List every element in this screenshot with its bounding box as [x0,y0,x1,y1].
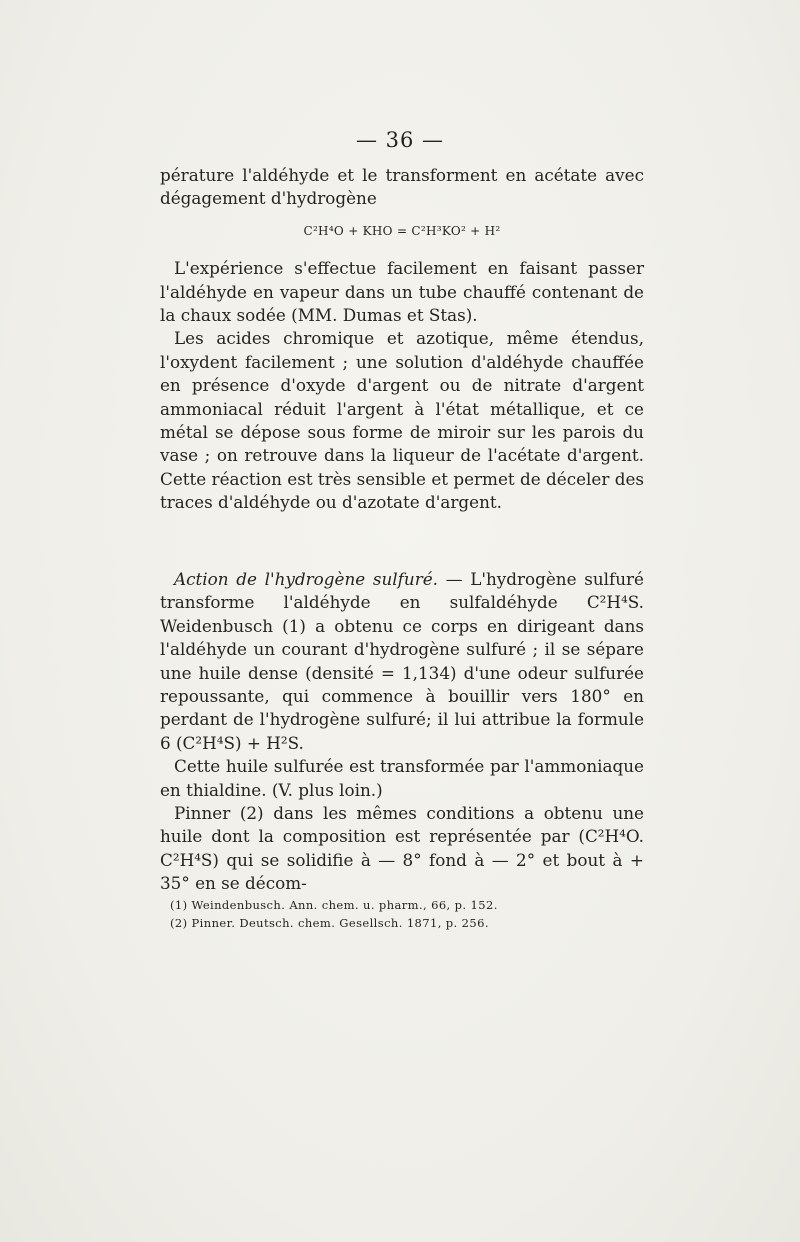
paragraph-experience: L'expérience s'effectue facilement en faisant passer l'aldéhyde en vapeur dans un tube chauffé contenant de la chaux sodée (MM. Dumas et Stas). [160,258,644,326]
intro-line-1: pérature l'aldéhyde et le transforment en acétate avec [160,165,644,185]
section-heading: Action de l'hydrogène sulfuré. [174,569,438,589]
footnote-1: (1) Weindenbusch. Ann. chem. u. pharm., 66, p. 152. [170,898,498,912]
intro-line-2: dégagement d'hydrogène [160,188,377,209]
paragraph-acides: Les acides chromique et azotique, même étendus, l'oxydent facilement ; une solution d'aldéhyde chauffée en présence d'oxyde d'argent ou de nitrate d'argent ammoniacal réduit l'argent à l'état métallique, et ce métal se dépose sous forme de miroir sur les parois du vase ; on retrouve dans la liqueur de l'acétate d'argent. Cette réaction est très sensible et permet de déceler des traces d'aldéhyde ou d'azotate d'argent. [160,328,644,513]
footnote-2: (2) Pinner. Deutsch. chem. Gesellsch. 1871, p. 256. [170,916,489,930]
footnotes [170,896,630,932]
upper-text-block [160,164,644,515]
chemical-formula: C²H⁴O + KHO = C²H³KO² + H² [303,223,501,238]
paragraph-h2s [160,568,644,755]
lower-text-block [160,568,644,896]
paragraph-huile: Cette huile sulfurée est transformée par l'ammoniaque en thialdine. (V. plus loin.) [160,756,644,800]
paragraph-h2s-body: — L'hydrogène sulfuré transforme l'aldéhyde en sulfaldéhyde C²H⁴S. Weidenbusch (1) a obtenu ce corps en dirigeant dans l'aldéhyde un courant d'hydrogène sulfuré ; il se sépare une huile dense (densité = 1,134) d'une odeur sulfurée repoussante, qui commence à bouillir vers 180° en perdant de l'hydrogène sulfuré; il lui attribue la formule 6 (C²H⁴S) + H²S. [160,569,644,753]
paragraph-pinner: Pinner (2) dans les mêmes conditions a obtenu une huile dont la composition est représentée par (C²H⁴O. C²H⁴S) qui se solidifie à — 8° fond à — 2° et bout à + 35° en se décom- [160,803,644,894]
page-number: — 36 — [355,128,445,152]
